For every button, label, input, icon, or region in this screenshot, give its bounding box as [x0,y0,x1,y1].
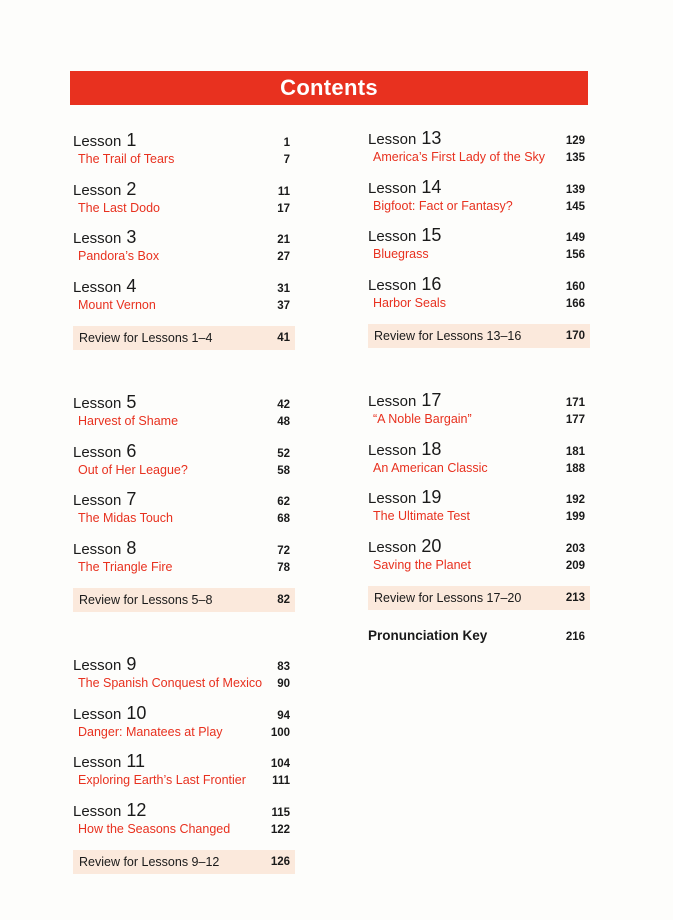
lesson-heading [73,392,136,413]
lesson-label: Lesson [73,133,122,150]
lesson-label: Lesson [368,276,417,294]
lesson-label: Lesson [368,490,417,507]
lesson-title: Bluegrass [373,247,429,261]
lesson-heading-row [368,274,590,296]
lesson-heading [73,276,136,297]
lesson-heading [73,703,146,724]
lesson-page-number: 94 [277,709,290,722]
lesson-title: The Midas Touch [78,511,173,525]
lesson-label: Lesson [73,802,122,820]
lesson-title: Mount Vernon [78,297,156,312]
lesson-number: 17 [421,390,442,410]
lesson-title-row [368,247,590,261]
lesson-title-page-number: 68 [277,513,290,525]
lesson-entry[interactable] [368,177,590,226]
lesson-title-row [73,511,295,525]
lesson-title-row [73,249,295,263]
lesson-title: The Last Dodo [78,200,160,215]
lesson-number: 4 [126,275,137,296]
lesson-label: Lesson [73,230,122,247]
lesson-entry[interactable] [73,130,295,179]
review-entry[interactable] [368,324,590,348]
lesson-title-page-number: 166 [565,297,585,310]
lesson-title: Out of Her League? [78,462,188,477]
review-entry[interactable] [73,588,295,612]
lesson-number: 8 [126,537,137,558]
lesson-title-page-number: 177 [565,414,585,426]
lesson-title-row [368,296,590,310]
lesson-page-number: 139 [565,183,585,196]
lesson-title-row [73,822,295,836]
lesson-label: Lesson [73,754,122,771]
lesson-heading-row [73,227,295,249]
lesson-number: 20 [421,535,442,556]
lesson-title-row [73,560,295,574]
pronunciation-key-page: 216 [565,631,585,643]
lesson-page-number: 42 [277,399,290,411]
review-page-number: 213 [565,592,585,604]
lesson-page-number: 171 [565,397,585,409]
lesson-page-number: 149 [565,232,585,244]
review-label: Review for Lessons 5–8 [79,593,213,607]
lesson-title-page-number: 111 [272,775,290,787]
lesson-title-page-number: 7 [283,154,290,166]
lesson-entry[interactable] [368,439,590,488]
lesson-title-page-number: 37 [277,299,290,312]
lesson-number: 18 [421,438,442,459]
lesson-entry[interactable] [368,390,590,439]
toc-group [73,654,295,874]
toc-group [368,390,590,610]
lesson-page-number: 11 [277,185,290,198]
lesson-heading-row [73,441,295,463]
lesson-page-number: 160 [565,280,585,293]
lesson-heading [368,439,441,460]
review-label: Review for Lessons 9–12 [79,855,220,869]
lesson-heading [368,128,441,149]
lesson-heading-row [368,128,590,150]
review-entry[interactable] [73,326,295,350]
lesson-heading [73,800,146,821]
lesson-label: Lesson [73,395,122,412]
toc-column-left [73,130,295,874]
lesson-heading-row [73,276,295,298]
lesson-title-page-number: 100 [270,726,290,739]
lesson-entry[interactable] [73,489,295,538]
lesson-title: How the Seasons Changed [78,821,231,836]
lesson-heading-row [368,390,590,412]
lesson-number: 9 [126,654,137,674]
lesson-title-row [73,725,295,739]
lesson-entry[interactable] [73,654,295,703]
lesson-label: Lesson [73,443,122,461]
lesson-page-number: 52 [277,447,290,460]
lesson-label: Lesson [73,181,122,199]
lesson-heading-row [368,536,590,558]
lesson-title: Pandora’s Box [78,249,160,263]
lesson-title-row [73,298,295,312]
lesson-title-page-number: 145 [565,200,585,213]
lesson-number: 19 [421,487,442,507]
lesson-heading [368,274,441,295]
lesson-label: Lesson [368,179,417,197]
lesson-entry[interactable] [368,128,590,177]
lesson-entry[interactable] [73,800,295,849]
lesson-number: 1 [126,130,137,150]
lesson-heading-row [73,538,295,560]
lesson-heading [368,177,441,198]
lesson-number: 14 [421,176,442,197]
lesson-number: 16 [421,273,442,294]
review-page-number: 82 [277,594,290,606]
lesson-title-row [73,676,295,690]
lesson-number: 13 [421,128,442,148]
lesson-heading-row [368,225,590,247]
lesson-entry[interactable] [73,441,295,490]
lesson-number: 11 [126,751,146,771]
toc-column-right [368,128,590,610]
lesson-heading-row [73,751,295,773]
toc-group [368,128,590,348]
lesson-title-page-number: 209 [565,559,585,572]
pronunciation-key-entry[interactable] [368,628,590,643]
review-entry[interactable] [368,586,590,610]
lesson-title: Danger: Manatees at Play [78,724,223,739]
lesson-entry[interactable] [73,276,295,325]
lesson-heading-row [73,654,295,676]
lesson-heading [73,654,136,675]
lesson-heading-row [73,703,295,725]
lesson-title-page-number: 122 [270,823,290,836]
lesson-heading-row [368,177,590,199]
lesson-heading [368,487,441,508]
lesson-title: Saving the Planet [373,557,471,572]
lesson-number: 7 [126,489,137,509]
lesson-page-number: 181 [565,445,585,458]
lesson-number: 3 [126,227,137,247]
lesson-page-number: 62 [277,496,290,508]
lesson-page-number: 104 [270,758,290,770]
lesson-entry[interactable] [73,538,295,587]
lesson-title-page-number: 58 [277,464,290,477]
lesson-title-row [73,201,295,215]
lesson-title-page-number: 135 [565,152,585,164]
lesson-heading [73,227,136,248]
pronunciation-key-label: Pronunciation Key [368,628,488,643]
lesson-number: 2 [126,178,137,199]
lesson-entry[interactable] [368,274,590,323]
lesson-entry[interactable] [73,703,295,752]
lesson-heading [73,179,136,200]
lesson-label: Lesson [73,540,122,558]
lesson-number: 5 [126,392,137,412]
lesson-heading [73,538,136,559]
lesson-heading-row [73,130,295,152]
lesson-entry[interactable] [73,179,295,228]
lesson-title-page-number: 188 [565,462,585,475]
lesson-title-page-number: 90 [277,678,290,690]
lesson-title: The Spanish Conquest of Mexico [78,676,263,690]
lesson-title-page-number: 199 [565,511,585,523]
lesson-page-number: 21 [277,234,290,246]
lesson-heading [73,130,136,151]
toc-group [73,130,295,350]
lesson-heading [73,489,136,510]
lesson-title: Harvest of Shame [78,414,179,428]
lesson-title: America’s First Lady of the Sky [373,150,546,164]
lesson-heading-row [73,489,295,511]
lesson-heading [73,751,145,772]
lesson-label: Lesson [368,228,417,245]
lesson-heading-row [73,392,295,414]
review-label: Review for Lessons 1–4 [79,331,213,345]
lesson-label: Lesson [368,538,417,556]
lesson-page-number: 1 [283,137,290,149]
review-label: Review for Lessons 13–16 [374,329,522,343]
lesson-entry[interactable] [73,392,295,441]
lesson-title-row [368,558,590,572]
lesson-title-row [368,199,590,213]
lesson-title: Bigfoot: Fact or Fantasy? [373,198,513,213]
lesson-label: Lesson [73,657,122,674]
lesson-heading [73,441,136,462]
lesson-page-number: 83 [277,661,290,673]
lesson-title-row [73,463,295,477]
lesson-entry[interactable] [73,227,295,276]
lesson-title: The Ultimate Test [373,509,471,523]
lesson-title: Exploring Earth’s Last Frontier [78,773,246,787]
lesson-page-number: 72 [277,544,290,557]
lesson-number: 12 [126,799,147,820]
lesson-title: An American Classic [373,460,488,475]
lesson-heading-row [368,487,590,509]
toc-group [73,392,295,612]
lesson-page-number: 115 [271,806,290,819]
review-page-number: 170 [565,330,585,342]
lesson-heading-row [368,439,590,461]
lesson-title: The Trail of Tears [78,152,175,166]
review-label: Review for Lessons 17–20 [374,591,522,605]
lesson-entry[interactable] [368,487,590,536]
lesson-heading [368,390,441,411]
lesson-title: Harbor Seals [373,295,446,310]
lesson-label: Lesson [368,441,417,459]
lesson-title-row [73,773,295,787]
lesson-entry[interactable] [368,225,590,274]
lesson-number: 6 [126,440,137,461]
lesson-title-page-number: 27 [277,251,290,263]
lesson-page-number: 129 [565,135,585,147]
lesson-page-number: 192 [565,494,585,506]
lesson-title-row [73,152,295,166]
lesson-title-row [368,412,590,426]
lesson-number: 10 [126,702,147,723]
lesson-title-page-number: 48 [277,416,290,428]
lesson-page-number: 203 [565,542,585,555]
lesson-label: Lesson [73,705,122,723]
lesson-title-page-number: 78 [277,561,290,574]
lesson-title-row [368,509,590,523]
lesson-title-row [368,461,590,475]
lesson-number: 15 [421,225,442,245]
lesson-heading-row [73,800,295,822]
lesson-heading [368,536,441,557]
review-page-number: 126 [270,856,290,868]
lesson-label: Lesson [368,393,417,410]
review-page-number: 41 [277,332,290,344]
lesson-label: Lesson [368,131,417,148]
page-title: Contents [280,75,378,100]
lesson-title-page-number: 156 [565,249,585,261]
lesson-title: The Triangle Fire [78,559,173,574]
lesson-heading [368,225,441,246]
lesson-label: Lesson [73,278,122,296]
lesson-title-page-number: 17 [277,202,290,215]
lesson-title-row [368,150,590,164]
lesson-title: “A Noble Bargain” [373,412,472,426]
review-entry[interactable] [73,850,295,874]
lesson-entry[interactable] [73,751,295,800]
lesson-page-number: 31 [277,282,290,295]
lesson-label: Lesson [73,492,122,509]
lesson-title-row [73,414,295,428]
lesson-heading-row [73,179,295,201]
contents-header-bar [70,71,588,105]
lesson-entry[interactable] [368,536,590,585]
